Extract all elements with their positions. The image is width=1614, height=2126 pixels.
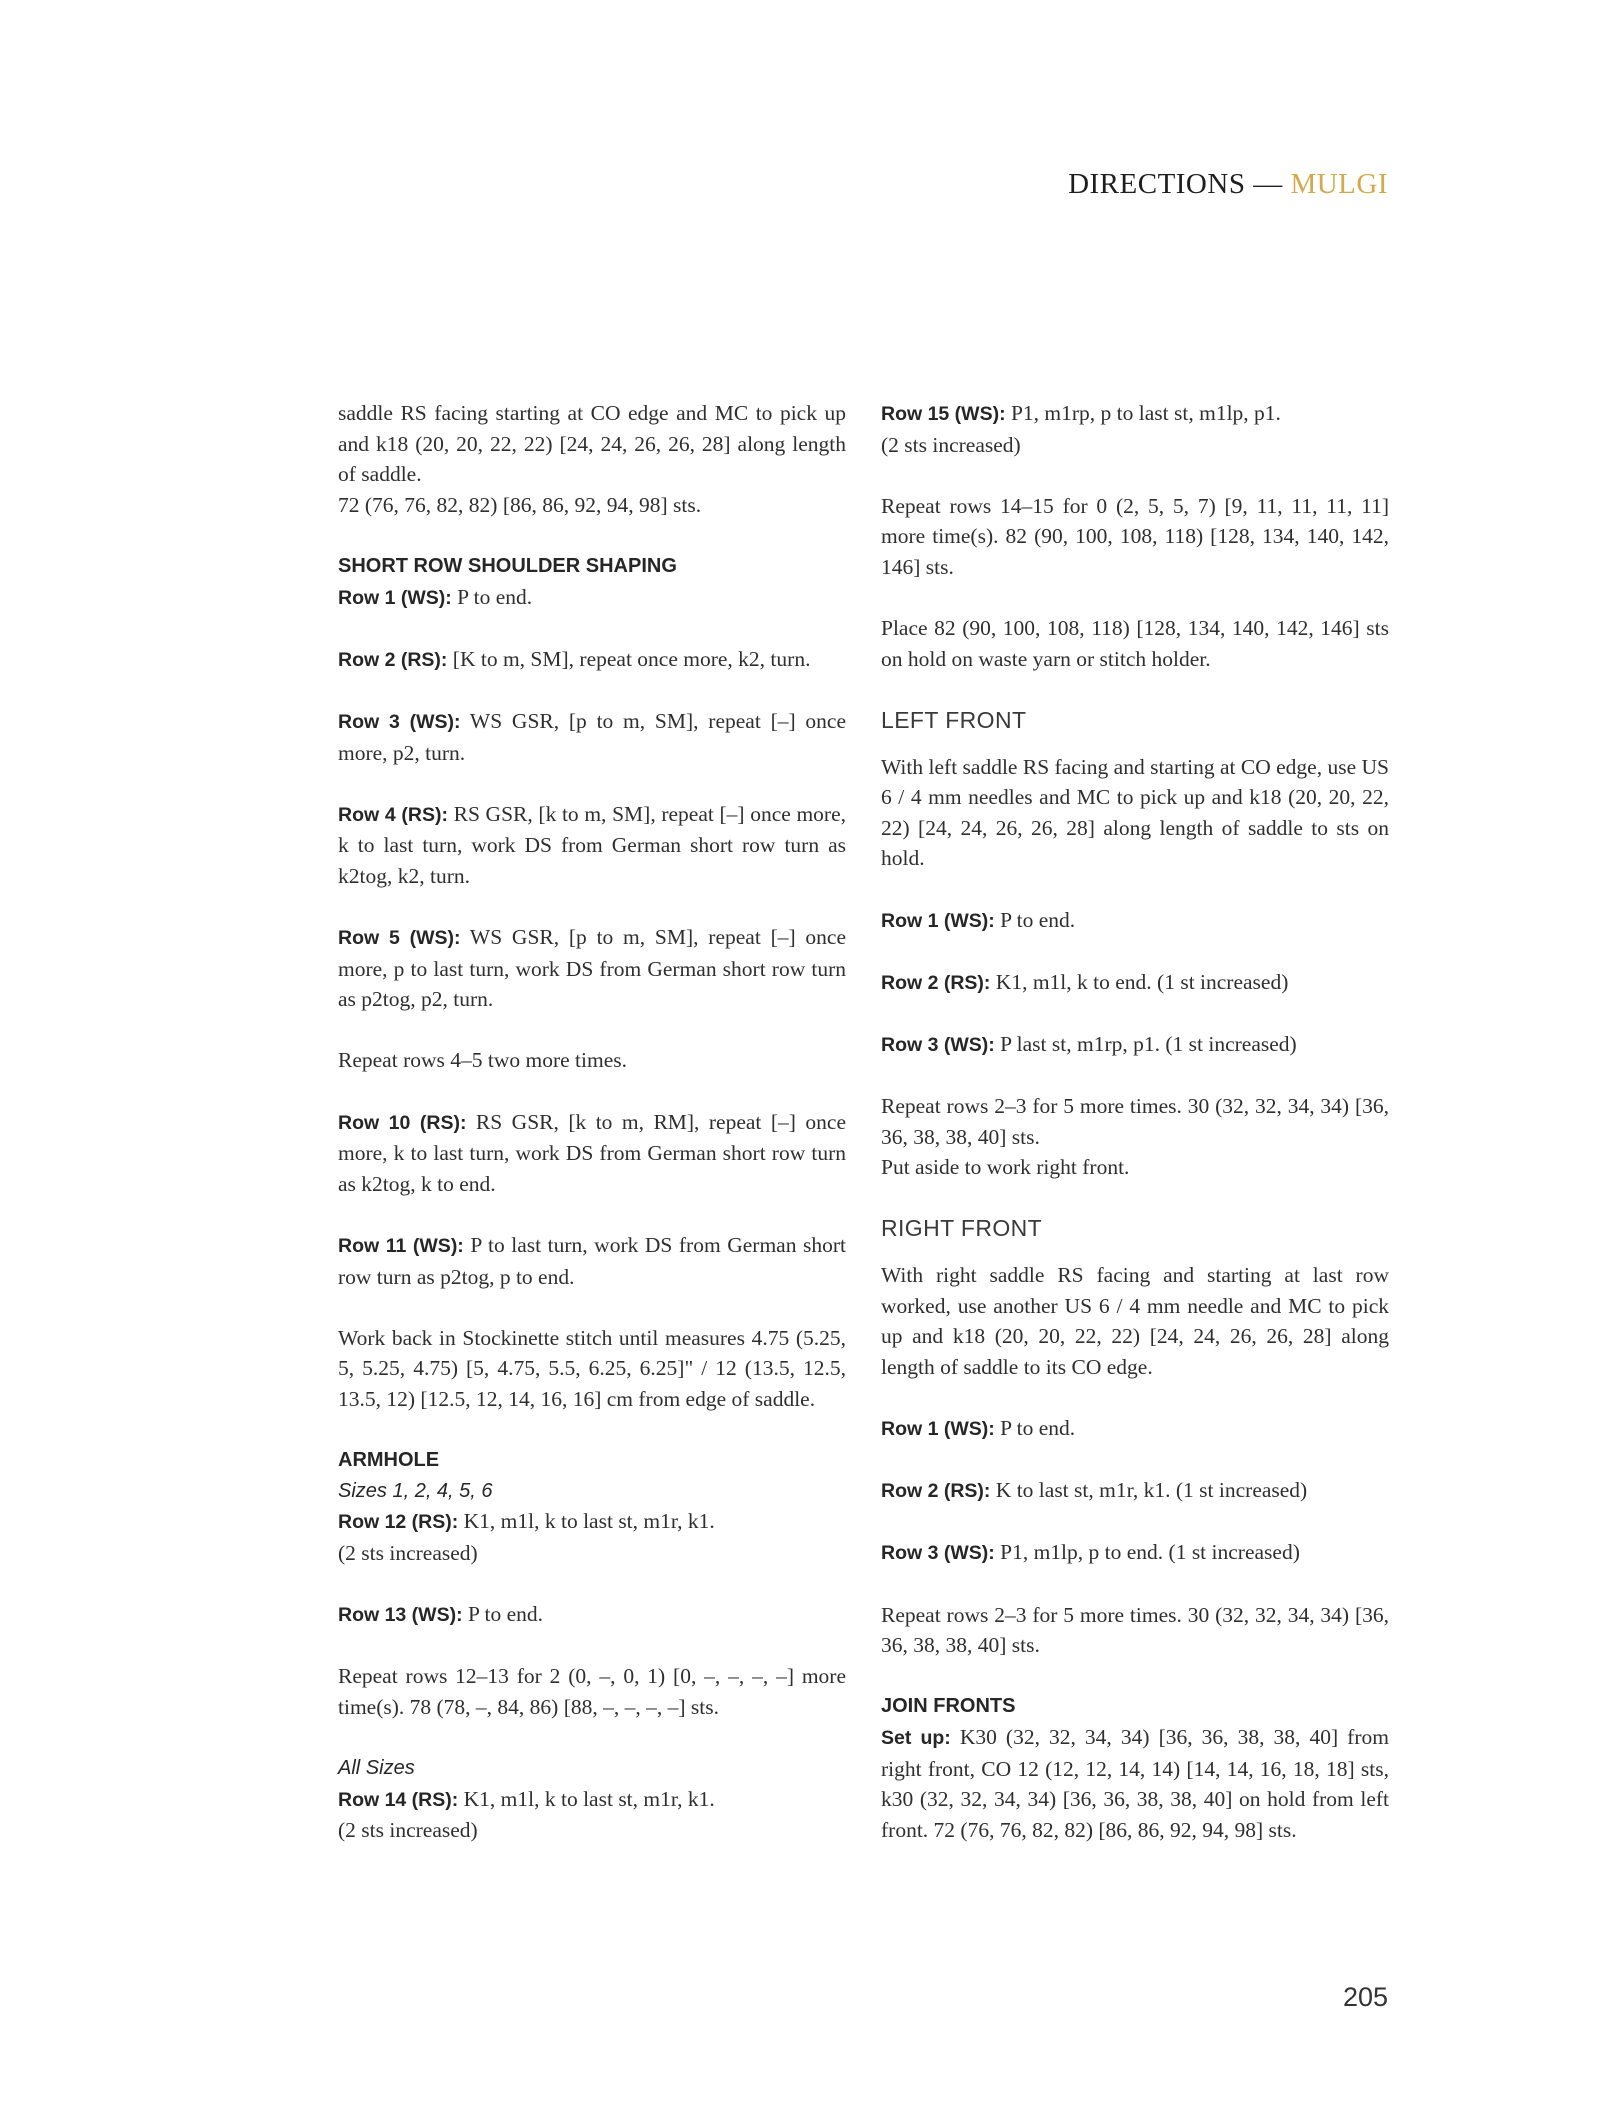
row-label: Row 1 (WS): xyxy=(338,586,452,609)
row-text: P to end. xyxy=(462,1602,544,1627)
row-label: Row 3 (WS): xyxy=(881,1033,995,1056)
row-label: Row 2 (RS): xyxy=(881,1480,991,1503)
intro-stitch-count: 72 (76, 76, 82, 82) [86, 86, 92, 94, 98] sts. xyxy=(338,492,702,517)
right-front-intro: With right saddle RS facing and starting at last row worked, use another US 6 / 4 mm needle and MC to pick up and k18 (20, 20, 22, 22) [24, 24, 26, 26, 28] along length of saddle to its CO edge. xyxy=(881,1263,1389,1379)
heading-armhole: ARMHOLE xyxy=(338,1449,440,1472)
place-on-hold: Place 82 (90, 100, 108, 118) [128, 134, 140, 142, 146] sts on hold on waste yarn or stitch holder. xyxy=(881,616,1389,671)
heading-short-row-shoulder-shaping: SHORT ROW SHOULDER SHAPING xyxy=(338,554,677,577)
left-front-intro: With left saddle RS facing and starting at CO edge, use US 6 / 4 mm needles and MC to pick up and k18 (20, 20, 22, 22) [24, 24, 26, 26, 28] along length of saddle to sts on hold. xyxy=(881,754,1389,871)
row-12-instruction xyxy=(338,1506,846,1538)
right-front-row-3 xyxy=(881,1537,1389,1569)
row-label: Row 5 (WS): xyxy=(338,927,461,950)
row-text: P to end. xyxy=(451,584,533,609)
row-text: P to end. xyxy=(994,907,1076,932)
repeat-rows-14-15: Repeat rows 14–15 for 0 (2, 5, 5, 7) [9, 11, 11, 11, 11] more time(s). 82 (90, 100, 108, 118) [128, 134, 140, 142, 146] sts. xyxy=(881,493,1389,579)
running-header xyxy=(1068,168,1388,201)
row-label: Row 2 (RS): xyxy=(881,971,991,994)
left-front-row-2 xyxy=(881,967,1389,999)
row-text: K to last st, m1r, k1. (1 st increased) xyxy=(990,1478,1308,1503)
row-5-instruction xyxy=(338,922,846,1015)
right-front-row-2 xyxy=(881,1475,1389,1507)
left-column xyxy=(338,398,846,1846)
row-text: [K to m, SM], repeat once more, k2, turn. xyxy=(447,646,811,671)
repeat-rows-12-13: Repeat rows 12–13 for 2 (0, –, 0, 1) [0, –, –, –, –] more time(s). 78 (78, –, 84, 86) [88, –, –, –, –] sts. xyxy=(338,1664,846,1719)
heading-right-front: RIGHT FRONT xyxy=(881,1215,1043,1242)
row-label: Row 3 (WS): xyxy=(881,1542,995,1565)
row-13-instruction xyxy=(338,1599,846,1631)
row-12-note: (2 sts increased) xyxy=(338,1540,478,1565)
header-separator: — xyxy=(1253,168,1283,200)
row-text: P1, m1lp, p to end. (1 st increased) xyxy=(994,1540,1300,1565)
join-fronts-setup xyxy=(881,1722,1389,1845)
row-label: Row 13 (WS): xyxy=(338,1604,463,1627)
row-label: Row 1 (WS): xyxy=(881,909,995,932)
row-label: Row 12 (RS): xyxy=(338,1511,459,1534)
row-11-instruction xyxy=(338,1230,846,1292)
row-text: K1, m1l, k to end. (1 st increased) xyxy=(990,969,1289,994)
row-10-instruction xyxy=(338,1107,846,1200)
row-text: WS GSR, [p to m, SM], repeat [–] once more, p to last turn, work DS from German short row turn as p2tog, p2, turn. xyxy=(338,925,847,1012)
row-text: K1, m1l, k to last st, m1r, k1. xyxy=(458,1786,715,1811)
row-label: Row 15 (WS): xyxy=(881,403,1006,425)
heading-left-front: LEFT FRONT xyxy=(881,706,1027,733)
row-text: RS GSR, [k to m, SM], repeat [–] once more, k to last turn, work DS from German short row turn as k2tog, k2, turn. xyxy=(338,801,846,888)
left-front-repeat: Repeat rows 2–3 for 5 more times. 30 (32, 32, 34, 34) [36, 36, 38, 38, 40] sts. xyxy=(881,1094,1389,1149)
left-front-row-1 xyxy=(881,905,1389,937)
intro-paragraph: saddle RS facing starting at CO edge and MC to pick up and k18 (20, 20, 22, 22) [24, 24, 26, 26, 28] along length of saddle. xyxy=(338,401,846,487)
row-4-instruction xyxy=(338,799,846,892)
work-back-instruction: Work back in Stockinette stitch until measures 4.75 (5.25, 5, 5.25, 4.75) [5, 4.75, 5.5, 6.25, 6.25]" / 12 (13.5, 12.5, 13.5, 12) [12.5, 12, 14, 16, 16] cm from edge of saddle. xyxy=(338,1325,846,1411)
left-front-put-aside: Put aside to work right front. xyxy=(881,1155,1130,1180)
row-text: P to end. xyxy=(994,1416,1076,1440)
row-label: Set up: xyxy=(881,1726,951,1749)
row-14-note: (2 sts increased) xyxy=(338,1818,478,1843)
row-text: RS GSR, [k to m, RM], repeat [–] once more, k to last turn, work DS from German short row turn as k2tog, k to end. xyxy=(338,1109,846,1196)
row-label: Row 11 (WS): xyxy=(338,1235,464,1258)
row-text: K30 (32, 32, 34, 34) [36, 36, 38, 38, 40] from right front, CO 12 (12, 12, 14, 14) [14, 14, 16, 18, 18] sts, k30 (32, 32, 34, 34) [36, 36, 38, 38, 40] on hold from left front. 72 (76, 76, 82, 82) [86, 86, 92, 94, 98] sts. xyxy=(881,1724,1389,1842)
row-1-instruction xyxy=(338,582,846,614)
row-14-instruction xyxy=(338,1784,846,1816)
all-sizes-subheading: All Sizes xyxy=(338,1757,415,1780)
row-label: Row 14 (RS): xyxy=(338,1788,459,1811)
row-3-instruction xyxy=(338,706,846,768)
row-15-instruction xyxy=(881,398,1389,430)
header-section: DIRECTIONS xyxy=(1068,168,1246,200)
page-number: 205 xyxy=(1342,1982,1388,2012)
sizes-subheading: Sizes 1, 2, 4, 5, 6 xyxy=(338,1479,493,1502)
right-column xyxy=(881,398,1389,1845)
repeat-rows-4-5: Repeat rows 4–5 two more times. xyxy=(338,1048,628,1073)
header-pattern-name: MULGI xyxy=(1290,168,1388,200)
row-label: Row 10 (RS): xyxy=(338,1111,467,1134)
row-label: Row 3 (WS): xyxy=(338,710,461,733)
left-front-row-3 xyxy=(881,1029,1389,1061)
right-front-repeat: Repeat rows 2–3 for 5 more times. 30 (32, 32, 34, 34) [36, 36, 38, 38, 40] sts. xyxy=(881,1602,1389,1658)
row-15-note: (2 sts increased) xyxy=(881,432,1021,457)
right-front-row-1 xyxy=(881,1413,1389,1445)
row-text: P1, m1rp, p to last st, m1lp, p1. xyxy=(1005,401,1281,425)
row-text: P to last turn, work DS from German short row turn as p2tog, p to end. xyxy=(338,1233,846,1289)
row-label: Row 2 (RS): xyxy=(338,648,448,671)
row-text: WS GSR, [p to m, SM], repeat [–] once more, p2, turn. xyxy=(338,708,847,765)
row-label: Row 4 (RS): xyxy=(338,803,448,826)
heading-join-fronts: JOIN FRONTS xyxy=(881,1695,1016,1718)
row-text: K1, m1l, k to last st, m1r, k1. xyxy=(458,1509,715,1534)
row-2-instruction xyxy=(338,644,846,676)
row-label: Row 1 (WS): xyxy=(881,1418,995,1440)
row-text: P last st, m1rp, p1. (1 st increased) xyxy=(994,1031,1297,1056)
